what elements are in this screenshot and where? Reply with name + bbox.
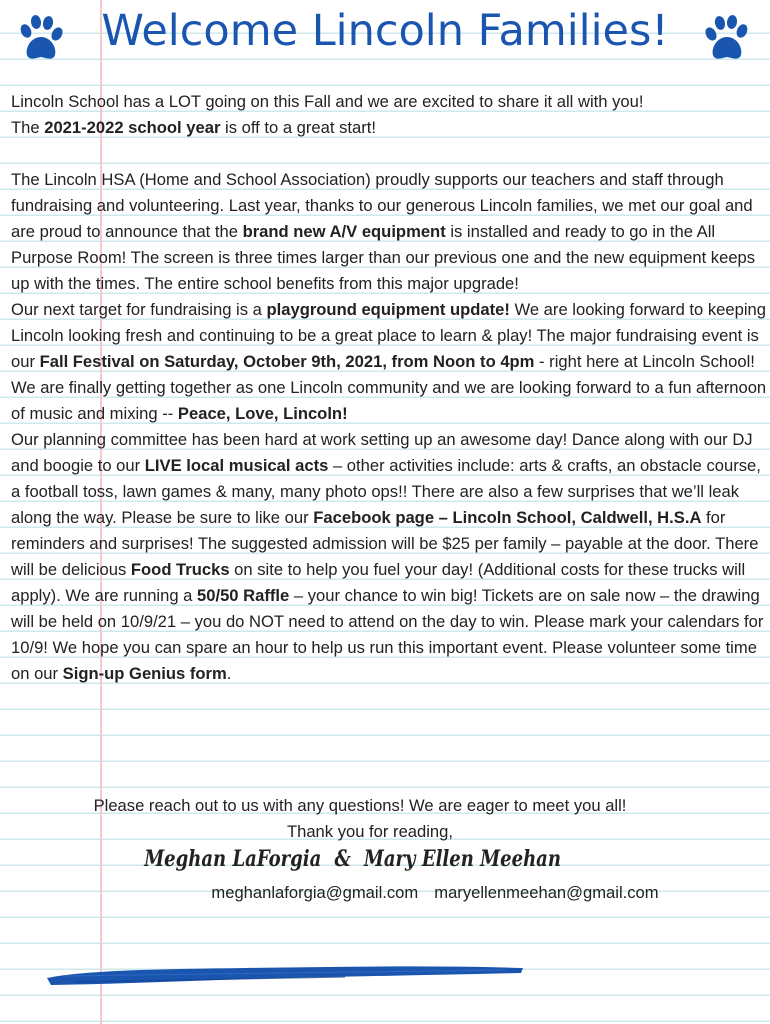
text-run: for reminders and surprises! The suggested admission will be $25 per family – payable at the door. There will be delicious <box>11 508 759 579</box>
signature-name-2: Mary Ellen Meehan <box>363 846 561 872</box>
bold-facebook-page: Facebook page – Lincoln School, Caldwell, H.S.A <box>313 508 702 527</box>
paragraph-fundraising <box>11 297 767 427</box>
text-run: – your chance to win big! Tickets are on sale now – the drawing will be held on 10/9/21 – you do NOT need to attend on the day to win. Please mark your calendars for 10/9! We hope you can spare an hour to help us run this important event. Please volunteer some time on our <box>11 586 764 683</box>
bold-signup-genius: Sign-up Genius form <box>62 664 227 683</box>
page-title: Welcome Lincoln Families! <box>101 6 669 56</box>
bold-peace-love-lincoln: Peace, Love, Lincoln! <box>177 404 348 423</box>
text-run: Our planning committee has been hard at work setting up an awesome day! Dance along with our DJ and boogie to our <box>11 430 753 475</box>
text-run: The <box>11 118 45 137</box>
text-run: The Lincoln HSA (Home and School Association) proudly supports our teachers and staff through fundraising and volunteering. Last year, thanks to our generous Lincoln families, we met our goal and are proud to announce that the <box>11 170 753 241</box>
closing-thanks: Thank you for reading, <box>286 822 454 841</box>
text-run: We are looking forward to keeping Lincoln looking fresh and continuing to be a great place to learn & play! The major fundraising event is our <box>11 300 766 371</box>
letter-body <box>11 89 767 687</box>
paragraph-hsa <box>11 167 767 297</box>
bold-playground: playground equipment update! <box>266 300 510 319</box>
intro-line-2 <box>11 115 767 141</box>
bold-av-equipment: brand new A/V equipment <box>242 222 446 241</box>
text-run: . <box>226 664 232 683</box>
bold-fall-festival: Fall Festival on Saturday, October 9th, 2021, from Noon to 4pm <box>39 352 535 371</box>
text-run: on site to help you fuel your day! (Additional costs for these trucks will apply). We are running a <box>11 560 746 605</box>
paragraph-gap <box>11 141 767 167</box>
text-run: Our next target for fundraising is a <box>11 300 267 319</box>
closing-questions: Please reach out to us with any questions! We are eager to meet you all! <box>93 796 627 815</box>
bold-raffle: 50/50 Raffle <box>197 586 290 605</box>
bold-school-year: 2021-2022 school year <box>44 118 221 137</box>
text-run: is off to a great start! <box>220 118 376 137</box>
paragraph-planning <box>11 427 767 687</box>
email-link-2[interactable]: maryellenmeehan@gmail.com <box>434 883 659 902</box>
signature-name-1: Meghan LaForgia <box>144 846 322 872</box>
intro-line-1: Lincoln School has a LOT going on this Fall and we are excited to share it all with you! <box>11 92 644 111</box>
bold-food-trucks: Food Trucks <box>130 560 230 579</box>
email-link-1[interactable]: meghanlaforgia@gmail.com <box>211 883 419 902</box>
contact-emails <box>0 880 770 906</box>
text-run: is installed and ready to go in the All Purpose Room! The screen is three times larger than our previous one and the new equipment keeps up with the times. The entire school benefits from this major upgrade! <box>11 222 756 293</box>
bold-live-acts: LIVE local musical acts <box>144 456 329 475</box>
signature-separator: & <box>334 846 351 872</box>
text-run: - right here at Lincoln School! We are finally getting together as one Lincoln community and we are looking forward to a fun afternoon of music and mixing -- <box>11 352 767 423</box>
signature-names <box>0 846 705 872</box>
brush-stroke-divider <box>45 960 525 990</box>
text-run: – other activities include: arts & crafts, an obstacle course, a football toss, lawn games & many, many photo ops!! There are also a few surprises that we’ll leak along the way. Please be sure to like our <box>11 456 761 527</box>
